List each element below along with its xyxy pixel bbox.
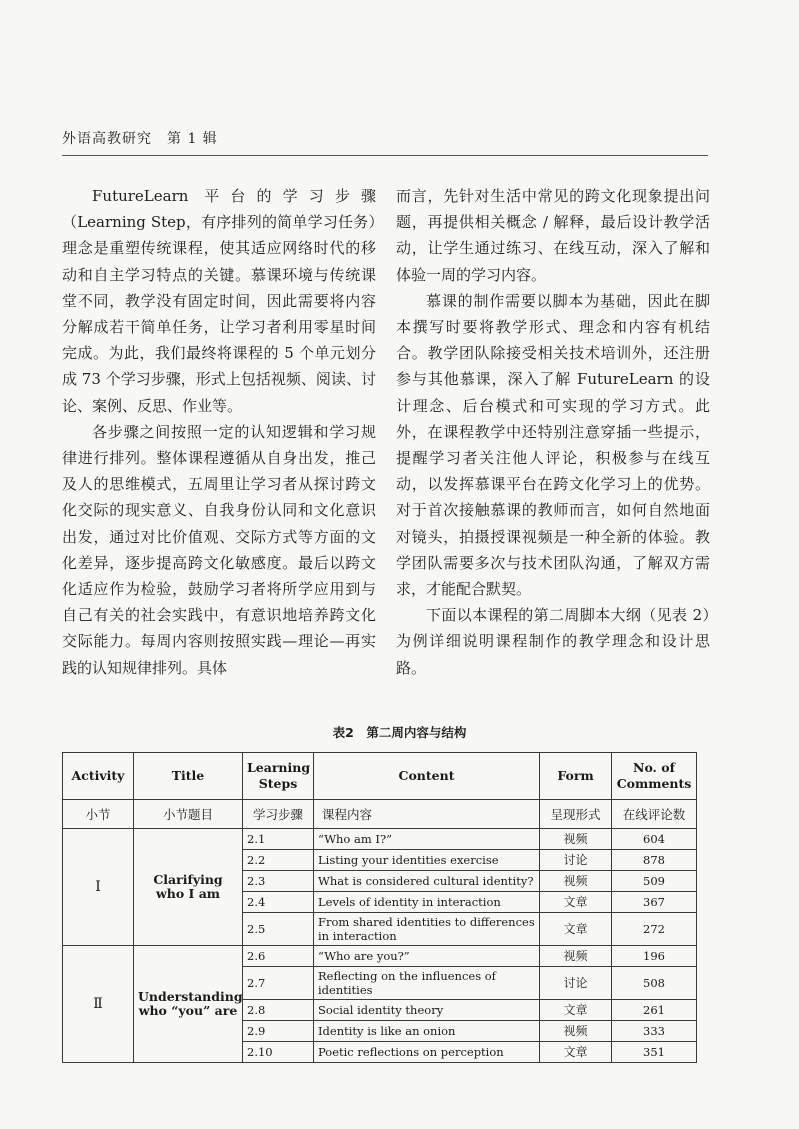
activity-title: Understanding who “you” are	[134, 946, 243, 1063]
content-cell: Poetic reflections on perception	[314, 1042, 540, 1063]
header-cn-form: 呈现形式	[540, 800, 612, 829]
content-cell: “Who are you?”	[314, 946, 540, 967]
header-cn-steps: 学习步骤	[243, 800, 314, 829]
comments-cell: 367	[612, 892, 697, 913]
content-cell: Levels of identity in interaction	[314, 892, 540, 913]
table-caption: 表2 第二周内容与结构	[332, 725, 467, 740]
header-comments: No. of Comments	[612, 753, 697, 800]
table-row	[63, 946, 697, 967]
form-cell: 文章	[540, 1042, 612, 1063]
form-cell: 视频	[540, 871, 612, 892]
table-row	[63, 829, 697, 850]
header-cn-activity: 小节	[63, 800, 134, 829]
content-cell: What is considered cultural identity?	[314, 871, 540, 892]
form-cell: 视频	[540, 946, 612, 967]
comments-cell: 508	[612, 967, 697, 1000]
header-content: Content	[314, 753, 540, 800]
comments-cell: 196	[612, 946, 697, 967]
left-column	[62, 183, 376, 681]
running-header: 外语高教研究 第 1 辑	[62, 131, 218, 147]
content-cell: From shared identities to differences in interaction	[314, 913, 540, 946]
activity-title: Clarifying who I am	[134, 829, 243, 946]
paragraph: 各步骤之间按照一定的认知逻辑和学习规律进行排列。整体课程遵循从自身出发，推己及人的思维模式，五周里让学习者从探讨跨文化交际的现实意义、自我身份认同和文化意识出发，通过对比价值观、交际方式等方面的文化差异，逐步提高跨文化敏感度。最后以跨文化适应作为检验，鼓励学习者将所学应用到与自己有关的社会实践中，有意识地培养跨文化交际能力。每周内容则按照实践—理论—再实践的认知规律排列。具体	[62, 422, 376, 677]
paragraph: FutureLearn 平台的学习步骤（Learning Step，有序排列的简单学习任务）理念是重塑传统课程，使其适应网络时代的移动和自主学习特点的关键。慕课环境与传统课堂不同，教学没有固定时间，因此需要将内容分解成若干简单任务，让学习者利用零星时间完成。为此，我们最终将课程的 5 个单元划分成 73 个学习步骤，形式上包括视频、阅读、讨论、案例、反思、作业等。	[62, 187, 376, 415]
header-activity: Activity	[63, 753, 134, 800]
header-cn-content: 课程内容	[314, 800, 540, 829]
step-cell: 2.4	[243, 892, 314, 913]
comments-cell: 604	[612, 829, 697, 850]
header-row-cn	[63, 800, 697, 829]
step-cell: 2.10	[243, 1042, 314, 1063]
step-cell: 2.9	[243, 1021, 314, 1042]
step-cell: 2.6	[243, 946, 314, 967]
paragraph: 慕课的制作需要以脚本为基础，因此在脚本撰写时要将教学形式、理念和内容有机结合。教学团队除接受相关技术培训外，还注册参与其他慕课，深入了解 FutureLearn 的设计理念、后台模式和可实现的学习方式。此外，在课程教学中还特别注意穿插一些提示，提醒学习者关注他人评论，积极参与在线互动，以发挥慕课平台在跨文化学习上的优势。对于首次接触慕课的教师而言，如何自然地面对镜头，拍摄授课视频是一种全新的体验。教学团队需要多次与技术团队沟通，了解双方需求，才能配合默契。	[396, 291, 710, 599]
header-form: Form	[540, 753, 612, 800]
header-cn-title: 小节题目	[134, 800, 243, 829]
content-cell: Listing your identities exercise	[314, 850, 540, 871]
paragraph: 下面以本课程的第二周脚本大纲（见表 2）为例详细说明课程制作的教学理念和设计思路。	[396, 606, 710, 677]
comments-cell: 333	[612, 1021, 697, 1042]
form-cell: 视频	[540, 1021, 612, 1042]
activity-number: Ⅱ	[63, 946, 134, 1063]
week-structure-table	[62, 752, 697, 1063]
activity-number: Ⅰ	[63, 829, 134, 946]
form-cell: 视频	[540, 829, 612, 850]
step-cell: 2.7	[243, 967, 314, 1000]
header-cn-comments: 在线评论数	[612, 800, 697, 829]
step-cell: 2.5	[243, 913, 314, 946]
comments-cell: 509	[612, 871, 697, 892]
step-cell: 2.3	[243, 871, 314, 892]
form-cell: 文章	[540, 1000, 612, 1021]
step-cell: 2.2	[243, 850, 314, 871]
header-rule	[62, 155, 708, 156]
form-cell: 文章	[540, 892, 612, 913]
paragraph-continuation: 而言，先针对生活中常见的跨文化现象提出问题，再提供相关概念 / 解释，最后设计教学活动，让学生通过练习、在线互动，深入了解和体验一周的学习内容。	[396, 187, 710, 284]
content-cell: “Who am I?”	[314, 829, 540, 850]
comments-cell: 261	[612, 1000, 697, 1021]
step-cell: 2.1	[243, 829, 314, 850]
right-column	[396, 183, 710, 681]
content-cell: Identity is like an onion	[314, 1021, 540, 1042]
comments-cell: 351	[612, 1042, 697, 1063]
comments-cell: 272	[612, 913, 697, 946]
header-learning-steps: Learning Steps	[243, 753, 314, 800]
header-row-en	[63, 753, 697, 800]
header-title: Title	[134, 753, 243, 800]
form-cell: 讨论	[540, 967, 612, 1000]
form-cell: 讨论	[540, 850, 612, 871]
step-cell: 2.8	[243, 1000, 314, 1021]
form-cell: 文章	[540, 913, 612, 946]
comments-cell: 878	[612, 850, 697, 871]
content-cell: Social identity theory	[314, 1000, 540, 1021]
content-cell: Reflecting on the influences of identities	[314, 967, 540, 1000]
